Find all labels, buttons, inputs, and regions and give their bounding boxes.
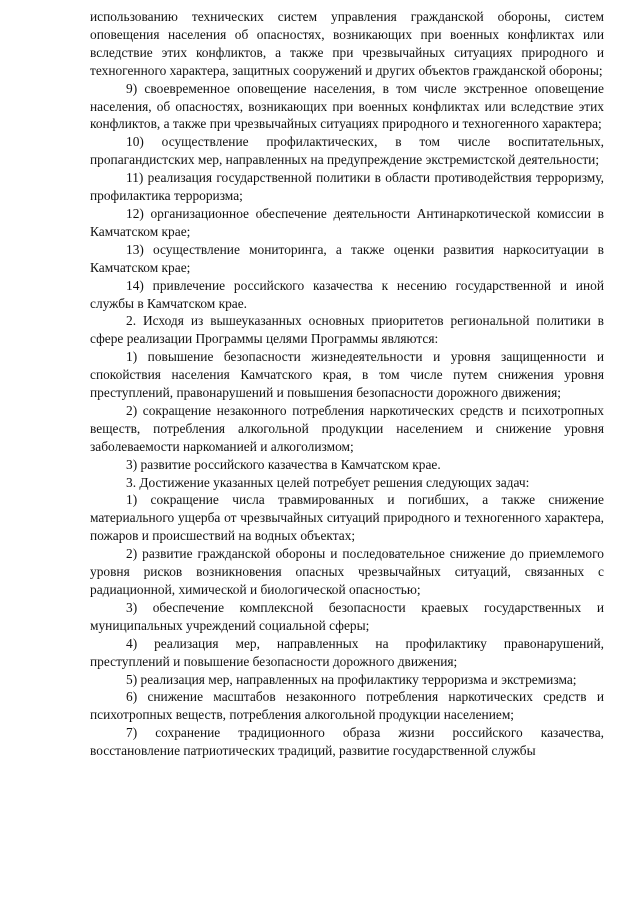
goal-item-2: 2) сокращение незаконного потребления наркотических средств и психотропных веществ, потребления алкогольной продукции населением и снижение уровня заболеваемости наркоманией и алкоголизмом;: [90, 402, 604, 454]
list-item-10: 10) осуществление профилактических, в том числе воспитательных, пропагандистских мер, направленных на предупреждение экстремистской деятельности;: [90, 134, 604, 168]
task-item-1: 1) сокращение числа травмированных и погибших, а также снижение материального ущерба от чрезвычайных ситуаций природного и техногенного характера, пожаров и происшествий на водных объектах;: [90, 492, 604, 544]
document-page: [90, 8, 604, 760]
list-item-13: 13) осуществление мониторинга, а также оценки развития наркоситуации в Камчатском крае;: [90, 241, 604, 275]
task-item-2: 2) развитие гражданской обороны и последовательное снижение до приемлемого уровня рисков возникновения опасных чрезвычайных ситуаций, связанных с радиационной, химической и биологической опасностью;: [90, 546, 604, 597]
list-item-11: 11) реализация государственной политики в области противодействия терроризму, профилактика терроризма;: [90, 170, 604, 204]
task-item-3: 3) обеспечение комплексной безопасности краевых государственных и муниципальных учреждений социальной сферы;: [90, 599, 604, 633]
list-item-12: 12) организационное обеспечение деятельности Антинаркотической комиссии в Камчатском крае;: [90, 205, 604, 239]
goal-item-3: 3) развитие российского казачества в Камчатском крае.: [126, 456, 441, 472]
task-item-4: 4) реализация мер, направленных на профилактику правонарушений, преступлений и повышение безопасности дорожного движения;: [90, 635, 604, 669]
section-2-intro: 2. Исходя из вышеуказанных основных приоритетов региональной политики в сфере реализации Программы целями Программы являются:: [90, 313, 604, 347]
goal-item-1: 1) повышение безопасности жизнедеятельности и уровня защищенности и спокойствия населения Камчатского края, в том числе путем снижения уровня преступлений, правонарушений и повышения безопасности дорожного движения;: [90, 349, 604, 401]
list-item-14: 14) привлечение российского казачества к несению государственной и иной службы в Камчатском крае.: [90, 277, 604, 311]
task-item-6: 6) снижение масштабов незаконного потребления наркотических средств и психотропных веществ, потребления алкогольной продукции населением;: [90, 689, 604, 723]
paragraph-continuation: использованию технических систем управления гражданской обороны, систем оповещения населения об опасностях, возникающих при военных конфликтах или вследствие этих конфликтов, а также при чрезвычайных ситуациях природного и техногенного характера, защитных сооружений и других объектов гражданской обороны;: [90, 9, 604, 78]
section-3-intro: 3. Достижение указанных целей потребует решения следующих задач:: [126, 474, 530, 490]
task-item-7: 7) сохранение традиционного образа жизни российского казачества, восстановление патриотических традиций, развитие государственной службы: [90, 725, 604, 759]
task-item-5: 5) реализация мер, направленных на профилактику терроризма и экстремизма;: [126, 671, 577, 687]
list-item-9: 9) своевременное оповещение населения, в том числе экстренное оповещение населения, об опасностях, возникающих при военных конфликтах или вследствие этих конфликтов, а также при чрезвычайных ситуациях природного и техногенного характера;: [90, 80, 604, 132]
